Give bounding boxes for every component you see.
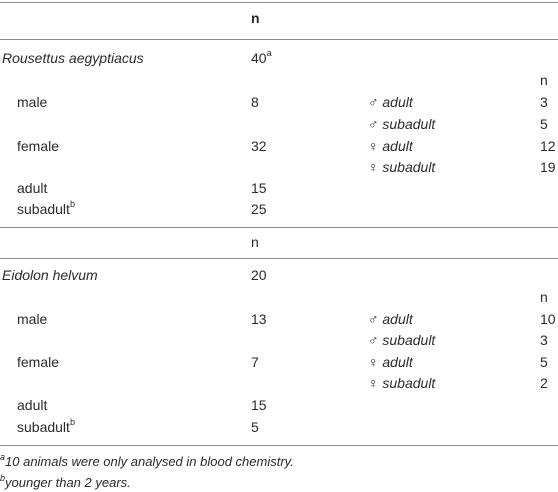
header-rule xyxy=(0,39,558,40)
sub-row-value: 2 xyxy=(540,375,548,391)
sub-row-label: ♀ subadult xyxy=(368,159,436,175)
sub-row-value: 19 xyxy=(540,159,556,175)
row-value-female: 7 xyxy=(251,354,259,370)
sub-row-label: ♀ adult xyxy=(368,354,413,370)
sub-row-label: ♂ adult xyxy=(368,311,413,327)
species-name: Eidolon helvum xyxy=(2,267,98,283)
row-value-subadult: 5 xyxy=(251,419,259,435)
sub-row-label: ♂ adult xyxy=(368,94,413,110)
species-count: 20 xyxy=(251,267,267,283)
row-value-adult: 15 xyxy=(251,397,267,413)
sub-row-value: 3 xyxy=(540,94,548,110)
row-value-adult: 15 xyxy=(251,180,267,196)
table-bottom-rule xyxy=(0,445,558,446)
row-value-male: 13 xyxy=(251,311,267,327)
row-label-adult: adult xyxy=(17,180,48,196)
row-value-male: 8 xyxy=(251,94,259,110)
sub-row-label: ♀ adult xyxy=(368,138,413,154)
species-name: Rousettus aegyptiacus xyxy=(2,50,144,66)
column-header-n: n xyxy=(251,234,259,250)
section-rule xyxy=(0,258,558,259)
footnote-a: $^a$10 animals were only analysed in blood chemistry. xyxy=(0,451,294,469)
row-label-female: female xyxy=(17,138,60,154)
sub-row-value: 10 xyxy=(540,311,556,327)
row-label-adult: adult xyxy=(17,397,48,413)
sub-row-value: 3 xyxy=(540,332,548,348)
sub-row-label: ♀ subadult xyxy=(368,375,436,391)
section-rule xyxy=(0,227,558,228)
sub-row-value: 5 xyxy=(540,116,548,132)
sub-row-value: 12 xyxy=(540,138,556,154)
row-label-subadult: subadult$^b$ xyxy=(17,417,75,435)
sub-column-header-n: n xyxy=(540,72,548,88)
row-label-female: female xyxy=(17,354,60,370)
table-top-rule xyxy=(0,2,558,3)
column-header-n: n xyxy=(251,10,260,26)
row-label-male: male xyxy=(17,94,48,110)
sub-row-value: 5 xyxy=(540,354,548,370)
row-value-subadult: 25 xyxy=(251,201,267,217)
row-label-male: male xyxy=(17,311,48,327)
footnote-b: $^b$younger than 2 years. xyxy=(0,472,131,490)
sub-row-label: ♂ subadult xyxy=(368,332,436,348)
sub-column-header-n: n xyxy=(540,289,548,305)
sub-row-label: ♂ subadult xyxy=(368,116,436,132)
row-label-subadult: subadult$^b$ xyxy=(17,199,75,217)
row-value-female: 32 xyxy=(251,138,267,154)
species-count: 40$^a$ xyxy=(251,48,272,66)
